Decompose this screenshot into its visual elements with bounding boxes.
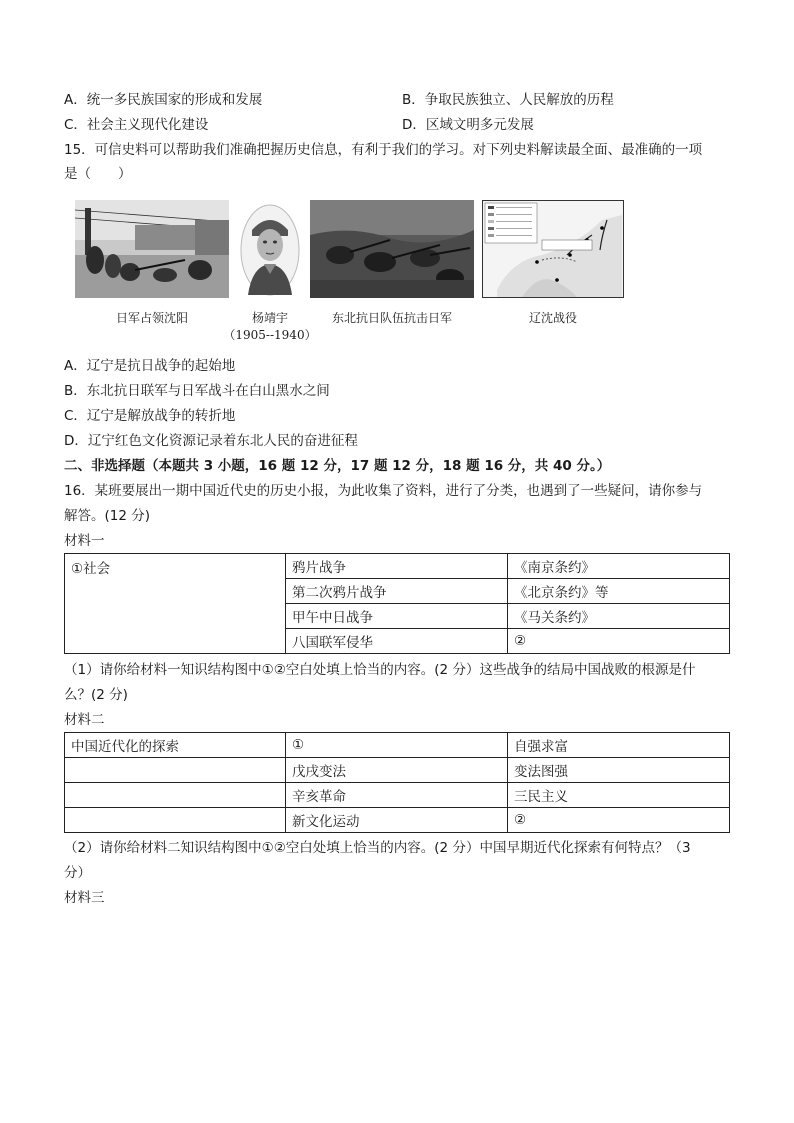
table-cell: 三民主义: [508, 783, 730, 808]
q15-option-d: D．辽宁红色文化资源记录着东北人民的奋进征程: [64, 433, 358, 449]
table-cell: [65, 808, 286, 833]
photo-japanese-occupy-shenyang: [75, 200, 229, 298]
material2-label: 材料二: [64, 712, 105, 728]
q16-sub1-line2: 么？(2 分): [64, 687, 128, 703]
q14-option-a: A．统一多民族国家的形成和发展: [64, 92, 263, 108]
caption-japanese-occupy-shenyang: 日军占领沈阳: [115, 311, 188, 325]
q14-option-c: C．社会主义现代化建设: [64, 117, 209, 133]
section2-heading: 二、非选择题（本题共 3 小题，16 题 12 分，17 题 12 分，18 题 16 分，共 40 分。）: [64, 458, 611, 474]
q15-option-a: A．辽宁是抗日战争的起始地: [64, 358, 236, 374]
table-cell: [65, 783, 286, 808]
caption-liaoshen-campaign: 辽沈战役: [528, 311, 577, 325]
q15-stem-line2: 是（ ）: [64, 166, 132, 182]
photo-northeast-troops-fighting: [310, 200, 474, 298]
q15-stem-line1: 15．可信史料可以帮助我们准确把握历史信息，有利于我们的学习。对下列史料解读最全面、最准确的一项: [64, 142, 703, 158]
q14-option-b: B．争取民族独立、人民解放的历程: [402, 92, 614, 108]
table-cell: 鸦片战争: [286, 554, 508, 579]
table-row: [65, 783, 730, 808]
q16-sub2-line1: （2）请你给材料二知识结构图中①②空白处填上恰当的内容。(2 分）中国早期近代化探索有何特点？（3: [64, 840, 691, 856]
table-cell: 戊戌变法: [286, 758, 508, 783]
table-cell: ②: [508, 808, 730, 833]
liaoshen-campaign-map: [482, 200, 624, 298]
table-row: [65, 758, 730, 783]
table-cell: 第二次鸦片战争: [286, 579, 508, 604]
material1-label: 材料一: [64, 533, 105, 549]
table-cell: 《马关条约》: [508, 604, 730, 629]
q16-stem-line2: 解答。(12 分): [64, 508, 151, 524]
table-cell: ②: [508, 629, 730, 654]
table-cell: 中国近代化的探索: [65, 733, 286, 758]
table-row: [65, 733, 730, 758]
table-row: [65, 554, 730, 579]
table-cell: 《南京条约》: [508, 554, 730, 579]
caption-northeast-troops: 东北抗日队伍抗击日军: [331, 311, 452, 325]
table-cell: 八国联军侵华: [286, 629, 508, 654]
q15-option-b: B．东北抗日联军与日军战斗在白山黑水之间: [64, 383, 330, 399]
table-cell: 新文化运动: [286, 808, 508, 833]
material3-label: 材料三: [64, 890, 105, 906]
material2-table: [64, 732, 730, 833]
table-row: [65, 808, 730, 833]
q16-stem-line1: 16．某班要展出一期中国近代史的历史小报，为此收集了资料，进行了分类，也遇到了一些疑问，请你参与: [64, 483, 703, 499]
q16-sub1-line1: （1）请你给材料一知识结构图中①②空白处填上恰当的内容。(2 分）这些战争的结局中国战败的根源是什: [64, 662, 696, 678]
q14-option-d: D．区域文明多元发展: [402, 117, 534, 133]
table-cell: ①社会: [65, 554, 286, 654]
table-cell: 《北京条约》等: [508, 579, 730, 604]
table-cell: 甲午中日战争: [286, 604, 508, 629]
caption-yang-jingyu-years: （1905--1940）: [223, 328, 317, 342]
table-cell: 变法图强: [508, 758, 730, 783]
table-cell: ①: [286, 733, 508, 758]
q15-option-c: C．辽宁是解放战争的转折地: [64, 408, 236, 424]
table-cell: 自强求富: [508, 733, 730, 758]
table-cell: [65, 758, 286, 783]
material1-table: [64, 553, 730, 654]
photo-yang-jingyu-portrait: [238, 200, 302, 298]
caption-yang-jingyu-name: 杨靖宇: [251, 311, 288, 325]
q16-sub2-line2: 分）: [64, 865, 91, 881]
table-cell: 辛亥革命: [286, 783, 508, 808]
